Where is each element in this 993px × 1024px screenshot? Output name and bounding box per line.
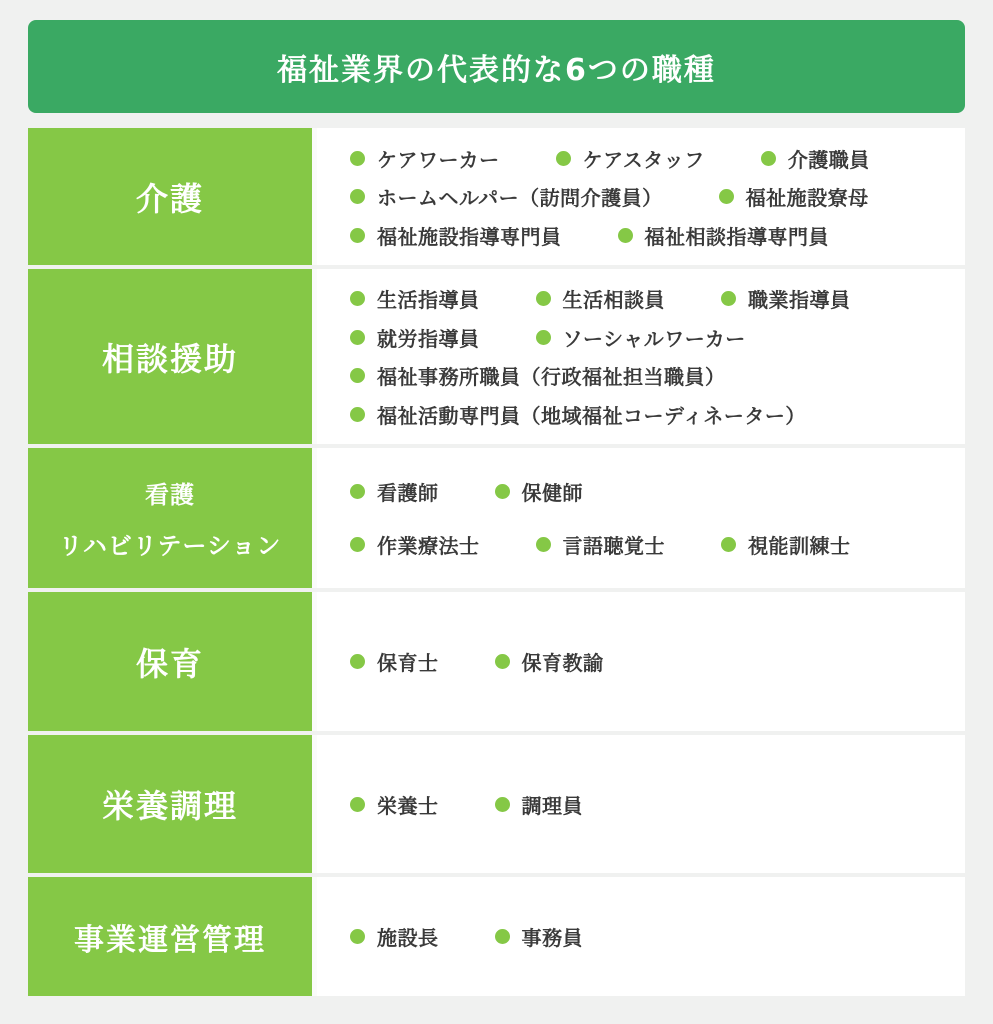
job-label: 保育士 [377,651,439,675]
job-line [350,530,955,559]
job-label: 福祉活動専門員（地域福祉コーディネーター） [377,403,806,428]
bullet-icon [536,537,551,552]
job-label: 看護師 [377,481,439,506]
job-item [761,144,870,173]
job-item [721,284,851,313]
category-label [28,448,312,588]
job-line [350,400,955,429]
job-line [350,182,955,211]
job-item [350,144,500,173]
bullet-icon [350,189,365,204]
job-label: 施設長 [377,926,439,950]
job-item [495,477,584,506]
job-label: 作業療法士 [377,533,480,558]
bullet-icon [350,654,365,669]
job-item [350,323,480,352]
job-item [536,323,746,352]
bullet-icon [350,330,365,345]
job-category-row [28,735,965,873]
category-label [28,269,312,444]
bullet-icon [536,330,551,345]
job-label: 視能訓練士 [748,533,851,558]
bullet-icon [721,537,736,552]
job-label: 生活指導員 [377,288,480,313]
job-category-row [28,269,965,444]
job-item [350,182,663,211]
job-item [495,647,604,676]
title-banner [28,20,965,113]
category-label-text: 事業運営管理 [74,922,266,958]
category-label-text: 保育 [135,644,204,683]
job-item [350,400,806,429]
bullet-icon [495,484,510,499]
job-line [350,477,955,506]
category-label [28,735,312,873]
job-label: 調理員 [521,793,583,818]
job-item [350,284,480,313]
job-item [719,182,869,211]
job-line [350,284,955,313]
job-item [495,922,584,951]
page-title: 福祉業界の代表的な6つの職種 [277,52,716,88]
bullet-icon [350,368,365,383]
job-item [618,221,830,250]
job-item [721,530,851,559]
category-label [28,592,312,731]
bullet-icon [495,654,510,669]
bullet-icon [618,228,633,243]
category-label-text: 看護 [145,481,195,509]
job-label: ホームヘルパー（訪問介護員） [377,186,663,210]
bullet-icon [556,151,571,166]
bullet-icon [495,929,510,944]
job-category-row [28,448,965,588]
category-label [28,128,312,265]
bullet-icon [761,151,776,166]
bullet-icon [719,189,734,204]
job-item [495,790,584,819]
bullet-icon [721,291,736,306]
bullet-icon [350,291,365,306]
job-label: 生活相談員 [562,288,665,313]
job-line [350,790,955,819]
job-line [350,922,955,951]
job-item [350,790,439,819]
job-item [536,530,666,559]
bullet-icon [350,407,365,422]
job-item [350,922,439,951]
job-item [536,284,666,313]
bullet-icon [350,537,365,552]
job-label: 福祉施設寮母 [745,186,869,210]
job-label: 福祉事務所職員（行政福祉担当職員） [377,365,726,390]
job-item [350,647,439,676]
job-item [350,221,562,250]
job-line [350,221,955,250]
bullet-icon [350,228,365,243]
category-jobs [317,269,965,444]
job-label: 職業指導員 [748,288,851,313]
job-category-row [28,592,965,731]
category-jobs [317,735,965,873]
bullet-icon [536,291,551,306]
job-label: 事務員 [521,926,583,950]
job-label: 保健師 [521,481,583,506]
bullet-icon [350,484,365,499]
category-label [28,877,312,996]
category-label-text: リハビリテーション [58,532,282,560]
bullet-icon [495,797,510,812]
category-label-text: 栄養調理 [101,787,238,825]
bullet-icon [350,151,365,166]
job-line [350,323,955,352]
category-jobs [317,592,965,731]
job-label: 福祉相談指導専門員 [644,224,829,249]
bullet-icon [350,929,365,944]
job-line [350,361,955,390]
job-line [350,647,955,676]
category-label-text: 介護 [135,179,204,218]
job-label: 福祉施設指導専門員 [377,224,562,249]
job-item [350,530,480,559]
job-line [350,144,955,173]
job-label: 就労指導員 [377,326,480,351]
bullet-icon [350,797,365,812]
category-jobs [317,448,965,588]
job-label: ソーシャルワーカー [562,326,746,351]
job-category-row [28,877,965,996]
job-label: 言語聴覚士 [562,533,665,558]
category-jobs [317,128,965,265]
job-item [350,477,439,506]
job-label: 栄養士 [377,793,439,818]
job-category-row [28,128,965,265]
job-label: ケアワーカー [377,147,500,172]
category-label-text: 相談援助 [101,339,238,378]
job-item [556,144,705,173]
job-label: 保育教諭 [521,651,604,675]
job-table [28,128,965,996]
job-item [350,361,726,390]
category-jobs [317,877,965,996]
job-label: ケアスタッフ [582,147,705,172]
job-label: 介護職員 [787,147,870,172]
